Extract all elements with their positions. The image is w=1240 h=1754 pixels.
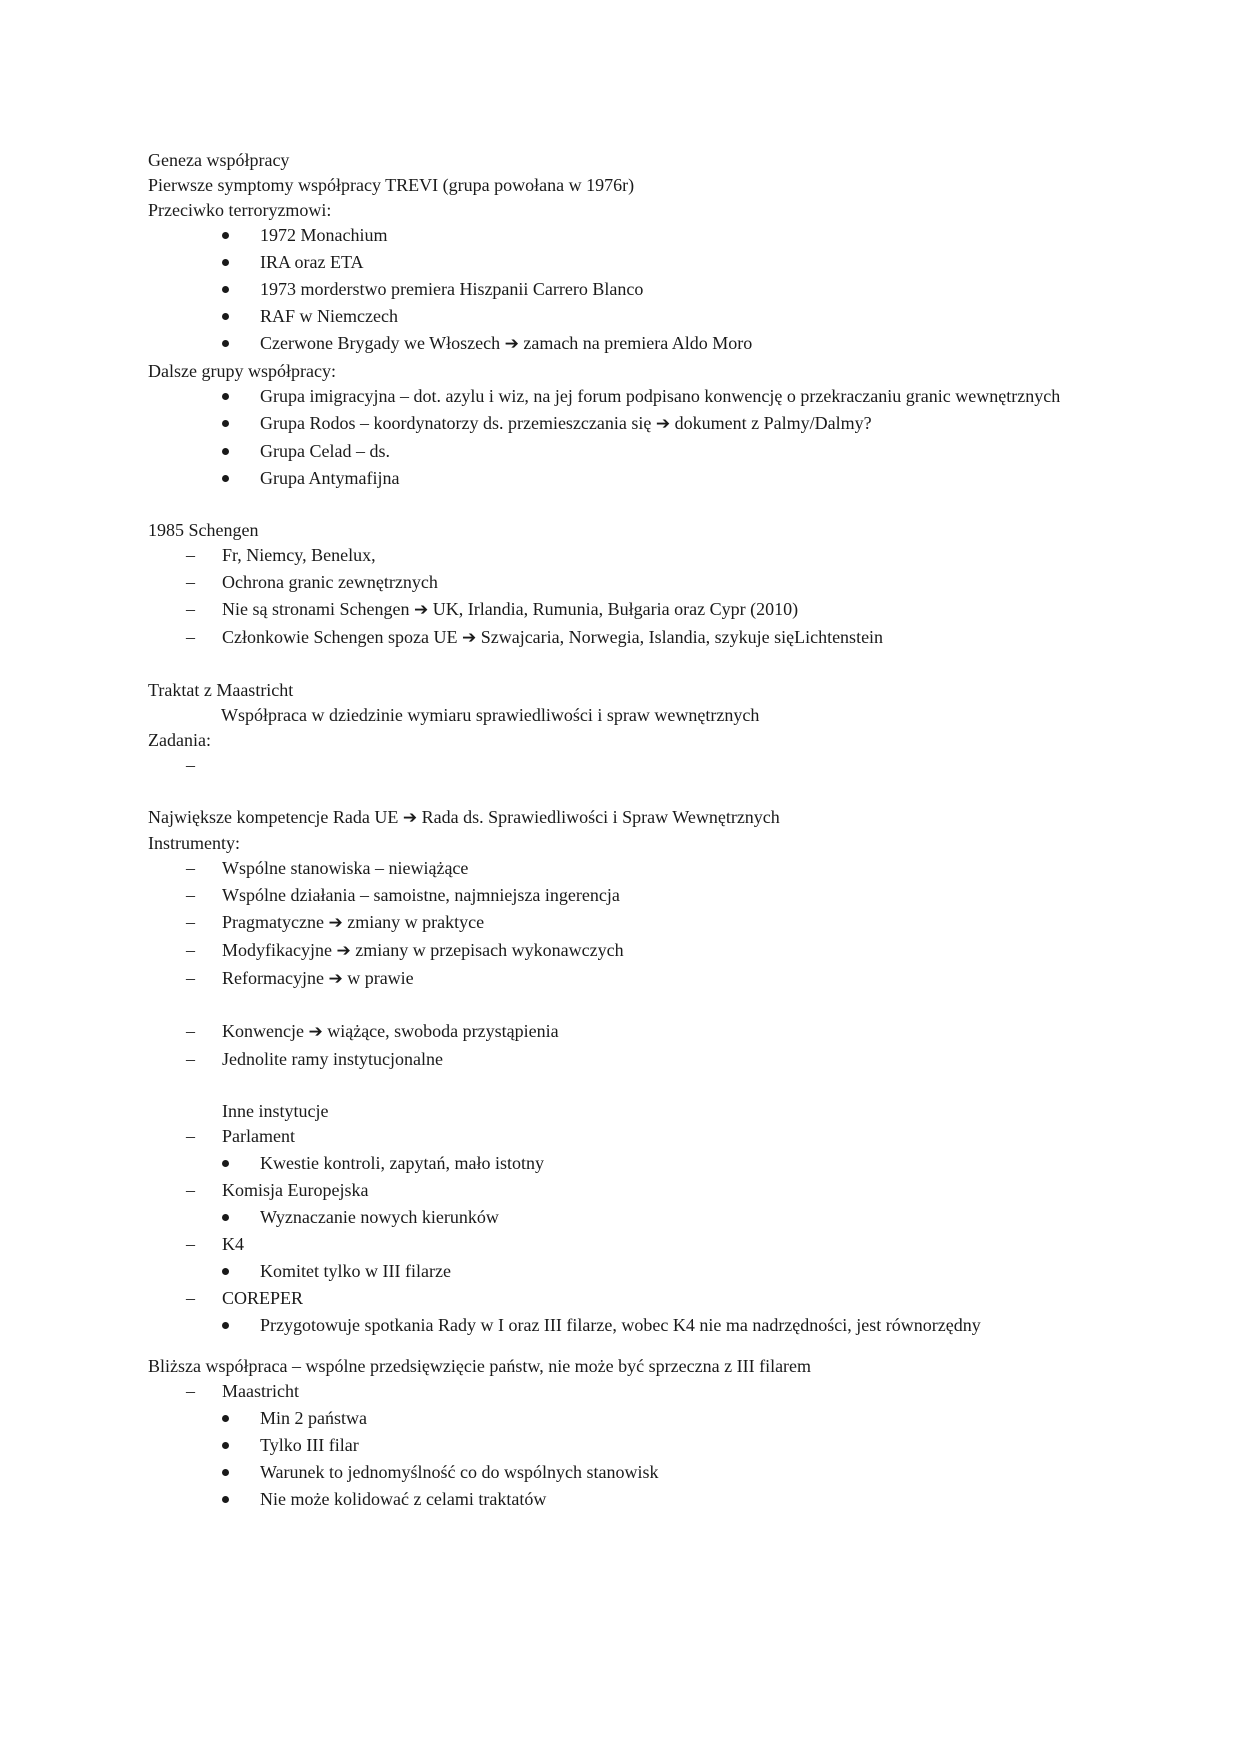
- spacer: [148, 1340, 1108, 1354]
- list-item: – Jednolite ramy instytucjonalne: [148, 1047, 1108, 1072]
- list-item: Warunek to jednomyślność co do wspólnych stanowisk: [148, 1460, 1108, 1485]
- dash-icon: –: [186, 572, 195, 592]
- spacer: [148, 653, 1108, 678]
- list-item: Tylko III filar: [148, 1433, 1108, 1458]
- dash-icon: –: [186, 1180, 195, 1200]
- list-item: RAF w Niemczech: [148, 304, 1108, 329]
- list-item: – COREPER: [148, 1286, 1108, 1311]
- bullet-icon: [222, 286, 229, 293]
- list-item: Wyznaczanie nowych kierunków: [148, 1205, 1108, 1230]
- dash-icon: –: [186, 858, 195, 878]
- bullet-icon: [222, 313, 229, 320]
- dash-icon: –: [186, 1381, 195, 1401]
- list-item: – Maastricht: [148, 1379, 1108, 1404]
- text-line: Zadania:: [148, 730, 211, 750]
- bullet-icon: [222, 1496, 229, 1503]
- arrow-right-icon: ➔: [413, 600, 429, 620]
- arrow-right-icon: ➔: [328, 969, 343, 989]
- dash-icon: –: [186, 940, 195, 960]
- dash-icon: –: [186, 599, 195, 619]
- arrow-right-icon: ➔: [504, 334, 519, 354]
- list-item: – Reformacyjne ➔ w prawie: [186, 968, 414, 989]
- list-item: – Wspólne stanowiska – niewiążące: [148, 856, 1108, 881]
- heading-inne: Inne instytucje: [222, 1101, 329, 1121]
- list-item: Komitet tylko w III filarze: [148, 1259, 1108, 1284]
- arrow-right-icon: ➔: [461, 628, 477, 648]
- list-item: Kwestie kontroli, zapytań, mało istotny: [148, 1151, 1108, 1176]
- text-line: Przeciwko terroryzmowi:: [148, 200, 332, 220]
- dash-icon: –: [186, 545, 195, 565]
- list-item: Grupa Antymafijna: [148, 466, 1108, 491]
- dash-icon: –: [186, 968, 195, 988]
- list-item: – Nie są stronami Schengen ➔ UK, Irlandia, Rumunia, Bułgaria oraz Cypr (2010): [186, 599, 799, 620]
- list-item: – Modyfikacyjne ➔ zmiany w przepisach wykonawczych: [186, 940, 624, 961]
- bullet-icon: [222, 1268, 229, 1275]
- document-content: [148, 148, 1108, 1514]
- list-item: Przygotowuje spotkania Rady w I oraz III filarze, wobec K4 nie ma nadrzędności, jest równorzędny: [148, 1313, 1108, 1338]
- arrow-right-icon: ➔: [328, 913, 343, 933]
- text-line: Współpraca w dziedzinie wymiaru sprawiedliwości i spraw wewnętrznych: [221, 705, 760, 725]
- dash-icon: –: [186, 912, 195, 932]
- dash-icon: –: [186, 885, 195, 905]
- bullet-icon: [222, 1160, 229, 1167]
- heading-schengen: 1985 Schengen: [148, 520, 259, 540]
- bullet-icon: [222, 232, 229, 239]
- list-item: – Konwencje ➔ wiążące, swoboda przystąpienia: [186, 1021, 559, 1042]
- bullet-icon: [222, 1442, 229, 1449]
- bullet-icon: [222, 340, 229, 347]
- text-line: Największe kompetencje Rada UE ➔ Rada ds. Sprawiedliwości i Spraw Wewnętrznych: [148, 807, 780, 828]
- dash-icon: –: [186, 755, 195, 775]
- arrow-right-icon: ➔: [336, 941, 351, 961]
- list-item: IRA oraz ETA: [148, 250, 1108, 275]
- list-item: – Członkowie Schengen spoza UE ➔ Szwajcaria, Norwegia, Islandia, szykuje sięLichtenstein: [186, 627, 884, 648]
- bullet-icon: [222, 1469, 229, 1476]
- text-line: Instrumenty:: [148, 833, 240, 853]
- dash-icon: –: [186, 1288, 195, 1308]
- text-line: Dalsze grupy współpracy:: [148, 361, 336, 381]
- list-item: – Wspólne działania – samoistne, najmniejsza ingerencja: [148, 883, 1108, 908]
- bullet-icon: [222, 393, 229, 400]
- dash-icon: –: [186, 1049, 195, 1069]
- list-item: Czerwone Brygady we Włoszech ➔ zamach na premiera Aldo Moro: [148, 331, 1108, 357]
- bullet-icon: [222, 420, 229, 427]
- heading-blizsza: Bliższa współpraca – wspólne przedsięwzięcie państw, nie może być sprzeczna z III filarem: [148, 1356, 812, 1376]
- list-item: – Parlament: [148, 1124, 1108, 1149]
- list-item: Grupa Rodos – koordynatorzy ds. przemieszczania się ➔ dokument z Palmy/Dalmy?: [148, 411, 1108, 437]
- bullet-icon: [222, 475, 229, 482]
- bullet-icon: [222, 448, 229, 455]
- spacer: [148, 780, 1108, 805]
- bullet-icon: [222, 1415, 229, 1422]
- spacer: [148, 994, 1108, 1019]
- text-line: Pierwsze symptomy współpracy TREVI (grupa powołana w 1976r): [148, 175, 635, 195]
- list-item: 1972 Monachium: [148, 223, 1108, 248]
- heading-maastricht: Traktat z Maastricht: [148, 680, 294, 700]
- list-item: – K4: [148, 1232, 1108, 1257]
- spacer: [148, 493, 1108, 518]
- arrow-right-icon: ➔: [308, 1022, 323, 1042]
- arrow-right-icon: ➔: [402, 808, 418, 828]
- dash-icon: –: [186, 627, 195, 647]
- spacer: [148, 1074, 1108, 1099]
- bullet-icon: [222, 1322, 229, 1329]
- list-item: – Pragmatyczne ➔ zmiany w praktyce: [186, 912, 485, 933]
- dash-icon: –: [186, 1021, 195, 1041]
- bullet-icon: [222, 259, 229, 266]
- list-item: – Fr, Niemcy, Benelux,: [148, 543, 1108, 568]
- list-item: – Ochrona granic zewnętrznych: [148, 570, 1108, 595]
- arrow-right-icon: ➔: [655, 414, 671, 434]
- bullet-icon: [222, 1214, 229, 1221]
- dash-icon: –: [186, 1126, 195, 1146]
- list-item: Min 2 państwa: [148, 1406, 1108, 1431]
- dash-icon: –: [186, 1234, 195, 1254]
- list-item: Nie może kolidować z celami traktatów: [148, 1487, 1108, 1512]
- list-item: 1973 morderstwo premiera Hiszpanii Carrero Blanco: [148, 277, 1108, 302]
- list-item: Grupa Celad – ds.: [148, 439, 1108, 464]
- list-item: Grupa imigracyjna – dot. azylu i wiz, na jej forum podpisano konwencję o przekraczaniu granic wewnętrznych: [148, 384, 1108, 409]
- list-item: – Komisja Europejska: [148, 1178, 1108, 1203]
- list-item: [148, 753, 1108, 778]
- heading-geneza: Geneza współpracy: [148, 150, 290, 170]
